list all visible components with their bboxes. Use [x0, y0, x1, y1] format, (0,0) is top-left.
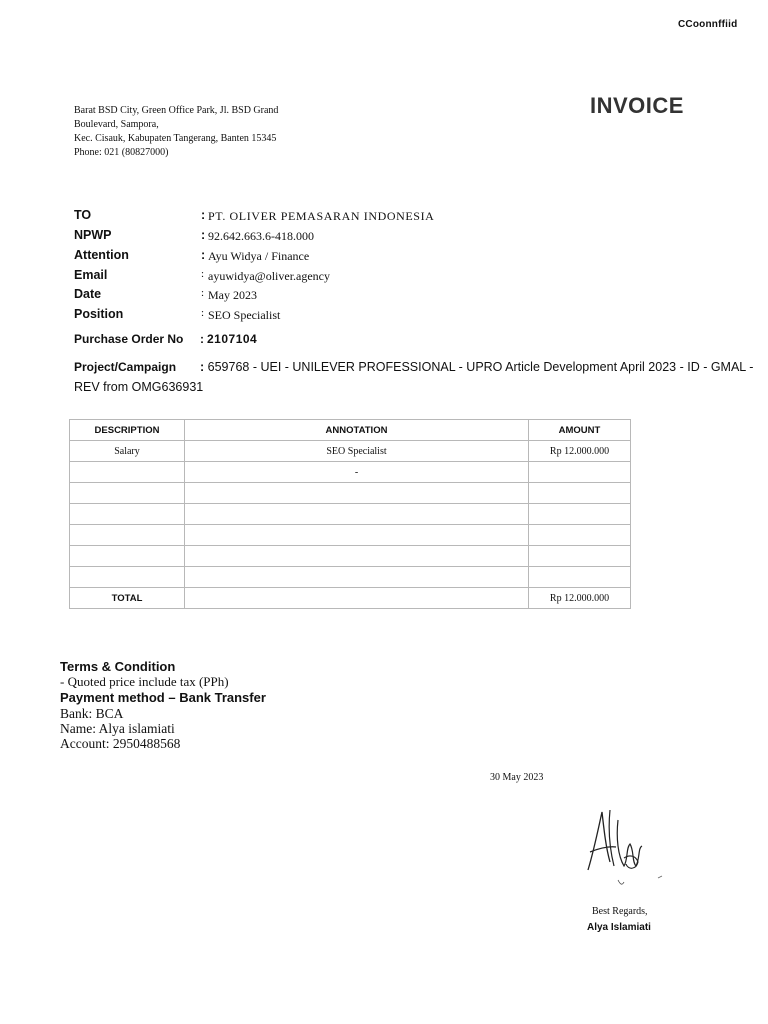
- account-name: Name: Alya islamiati: [60, 721, 175, 736]
- signer-name: Alya Islamiati: [587, 922, 651, 933]
- npwp-value: 92.642.663.6-418.000: [208, 229, 314, 243]
- signature-date: 30 May 2023: [490, 772, 544, 783]
- annotation-header: ANNOTATION: [185, 420, 529, 441]
- description-cell: [70, 483, 185, 504]
- annotation-cell: [185, 567, 529, 588]
- po-label: Purchase Order No: [74, 332, 184, 346]
- table-header-row: [70, 420, 631, 441]
- colon: :: [200, 332, 204, 346]
- company-address: [74, 104, 278, 160]
- amount-cell: [529, 462, 631, 483]
- colon: :: [201, 268, 205, 280]
- confidential-mark: CCoonnffiid: [678, 19, 738, 30]
- colon: :: [201, 228, 206, 242]
- npwp-label: NPWP: [74, 228, 112, 242]
- amount-header: AMOUNT: [529, 420, 631, 441]
- phone-line: Phone: 021 (80827000): [74, 147, 169, 158]
- annotation-cell: [185, 483, 529, 504]
- invoice-title: INVOICE: [590, 93, 684, 118]
- description-cell: [70, 525, 185, 546]
- amount-cell: [529, 525, 631, 546]
- total-amount: Rp 12.000.000: [529, 588, 631, 609]
- to-value: PT. OLIVER PEMASARAN INDONESIA: [208, 209, 435, 223]
- table-row: [70, 504, 631, 525]
- colon: :: [201, 248, 206, 262]
- project-line: [74, 358, 764, 397]
- bank-name: Bank: BCA: [60, 706, 124, 721]
- annotation-cell: -: [185, 462, 529, 483]
- description-cell: Salary: [70, 441, 185, 462]
- description-header: DESCRIPTION: [70, 420, 185, 441]
- terms-title: Terms & Condition: [60, 659, 176, 674]
- date-value: May 2023: [208, 288, 257, 302]
- description-cell: [70, 462, 185, 483]
- handwritten-signature: [580, 800, 670, 890]
- position-value: SEO Specialist: [208, 308, 281, 322]
- position-row: [74, 307, 714, 327]
- annotation-cell: [185, 525, 529, 546]
- amount-cell: [529, 546, 631, 567]
- account-number: Account: 2950488568: [60, 736, 181, 751]
- address-line: Barat BSD City, Green Office Park, Jl. BSD Grand: [74, 105, 279, 116]
- total-row: [70, 588, 631, 609]
- attention-value: Ayu Widya / Finance: [208, 249, 310, 263]
- annotation-cell: [185, 504, 529, 525]
- table-row: [70, 567, 631, 588]
- date-label: Date: [74, 287, 102, 301]
- annotation-cell: SEO Specialist: [185, 441, 529, 462]
- attention-label: Attention: [74, 248, 129, 262]
- table-row: [70, 525, 631, 546]
- position-label: Position: [74, 307, 124, 321]
- description-cell: [70, 567, 185, 588]
- npwp-row: [74, 228, 714, 248]
- items-table: [69, 419, 631, 609]
- total-annotation-cell: [185, 588, 529, 609]
- address-line: Kec. Cisauk, Kabupaten Tangerang, Banten 15345: [74, 133, 277, 144]
- total-label: TOTAL: [70, 588, 185, 609]
- colon: :: [201, 287, 205, 299]
- project-label: Project/Campaign: [74, 360, 177, 374]
- amount-cell: Rp 12.000.000: [529, 441, 631, 462]
- table-row: [70, 483, 631, 504]
- amount-cell: [529, 567, 631, 588]
- email-value[interactable]: ayuwidya@oliver.agency: [208, 269, 331, 283]
- payment-method-title: Payment method – Bank Transfer: [60, 690, 266, 705]
- po-value: 2107104: [207, 332, 258, 346]
- table-row: [70, 546, 631, 567]
- colon: :: [201, 307, 205, 319]
- regards-text: Best Regards,: [592, 906, 648, 917]
- date-row: [74, 287, 714, 307]
- to-row: [74, 208, 714, 228]
- email-label: Email: [74, 268, 108, 282]
- bank-details: [60, 706, 180, 751]
- table-row: [70, 462, 631, 483]
- colon: :: [200, 360, 208, 374]
- annotation-cell: [185, 546, 529, 567]
- email-row: [74, 268, 714, 288]
- terms-line: - Quoted price include tax (PPh): [60, 674, 229, 689]
- table-row: [70, 441, 631, 462]
- amount-cell: [529, 504, 631, 525]
- address-line: Boulevard, Sampora,: [74, 119, 159, 130]
- signature-icon: [580, 800, 670, 890]
- colon: :: [201, 208, 206, 222]
- amount-cell: [529, 483, 631, 504]
- attention-row: [74, 248, 714, 268]
- to-label: TO: [74, 208, 92, 222]
- project-value: 659768 - UEI - UNILEVER PROFESSIONAL - UPRO Article Development April 2023 - ID - GMAL - REV from OMG636931: [74, 360, 754, 394]
- description-cell: [70, 504, 185, 525]
- description-cell: [70, 546, 185, 567]
